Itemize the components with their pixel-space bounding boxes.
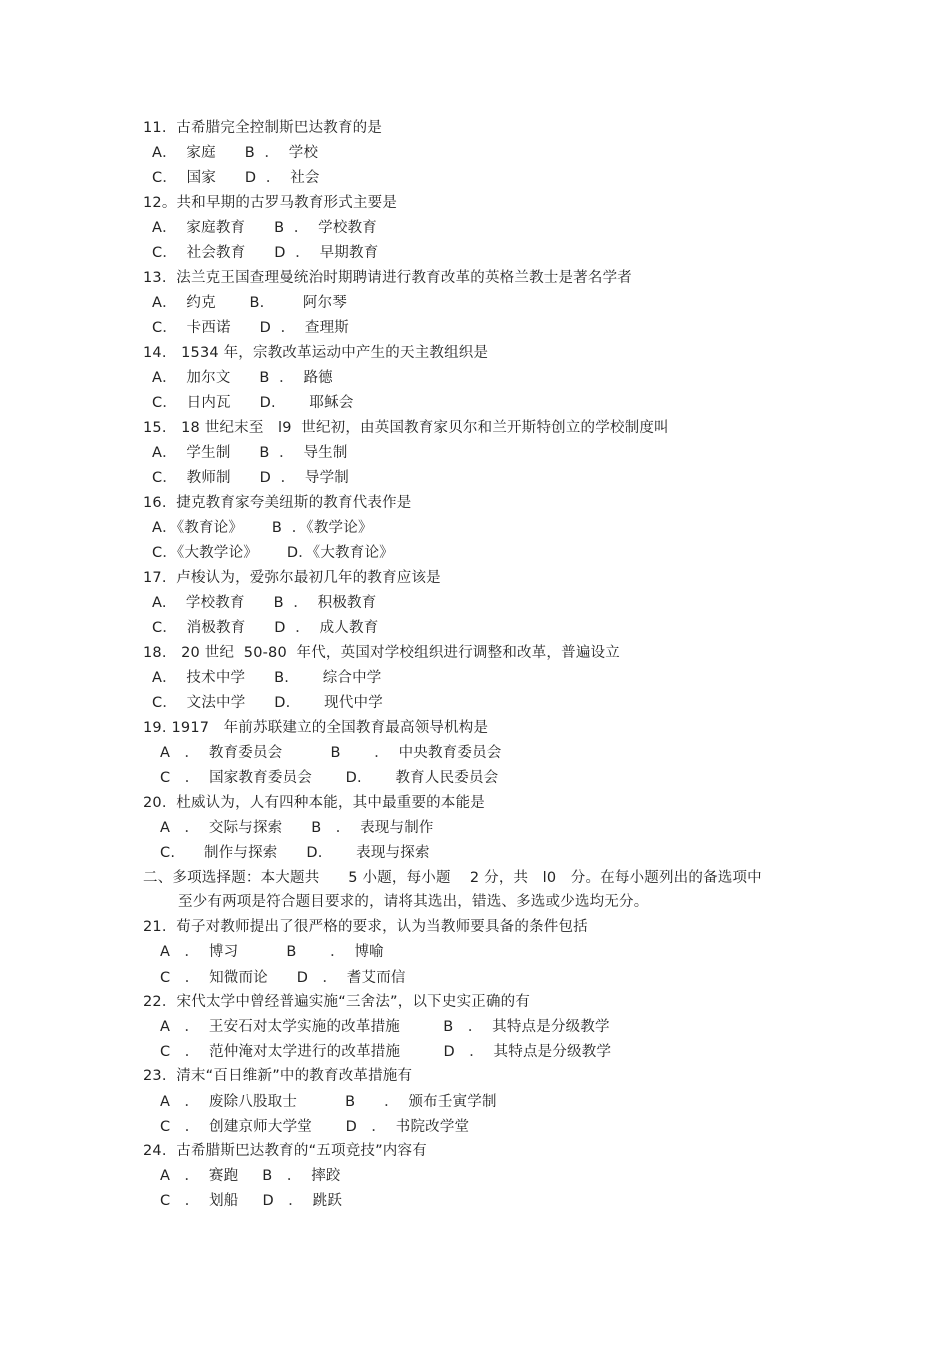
options-22-cd: C ． 范仲淹对太学进行的改革措施 D ． 其特点是分级教学 bbox=[160, 1044, 612, 1060]
question-12: 12。共和早期的古罗马教育形式主要是 bbox=[143, 195, 398, 211]
options-12-cd: C． 社会教育 D ． 早期教育 bbox=[152, 245, 379, 261]
options-17-ab: A. 学校教育 B ． 积极教育 bbox=[152, 595, 377, 611]
question-18: 18. 20 世纪 50-80 年代，英国对学校组织进行调整和改革，普遍设立 bbox=[143, 645, 620, 661]
question-23: 23. 清末“百日维新”中的教育改革措施有 bbox=[143, 1068, 413, 1084]
section-instruction: 至少有两项是符合题目要求的，请将其选出，错选、多选或少选均无分。 bbox=[178, 894, 649, 910]
section-heading: 二、多项选择题：本大题共 5 小题，每小题 2 分，共 l0 分。在每小题列出的备选项中 bbox=[143, 870, 762, 886]
options-20-ab: A ． 交际与探索 B ． 表现与制作 bbox=[160, 820, 434, 836]
question-14: 14. 1534 年，宗教改革运动中产生的天主教组织是 bbox=[143, 345, 489, 361]
options-17-cd: C． 消极教育 D ． 成人教育 bbox=[152, 620, 379, 636]
options-16-cd: C．《大教学论》 D．《大教育论》 bbox=[152, 545, 394, 561]
question-22: 22．宋代太学中曾经普遍实施“三舍法”，以下史实正确的有 bbox=[143, 994, 531, 1010]
options-11-cd: C． 国家 D ． 社会 bbox=[152, 170, 320, 186]
question-19: 19. 1917 年前苏联建立的全国教育最高领导机构是 bbox=[143, 720, 489, 736]
question-15: 15. 18 世纪末至 l9 世纪初，由英国教育家贝尔和兰开斯特创立的学校制度叫 bbox=[143, 420, 669, 436]
options-14-cd: C． 日内瓦 D. 耶稣会 bbox=[152, 395, 354, 411]
options-24-ab: A ． 赛跑 B ． 摔跤 bbox=[160, 1168, 341, 1184]
options-21-cd: C ． 知微而论 D ． 耆艾而信 bbox=[160, 970, 406, 986]
options-21-ab: A ． 博习 B ． 博喻 bbox=[160, 944, 384, 960]
options-23-ab: A ． 废除八股取士 B ． 颁布壬寅学制 bbox=[160, 1094, 497, 1110]
options-18-cd: C． 文法中学 D. 现代中学 bbox=[152, 695, 383, 711]
question-17: 17. 卢梭认为，爱弥尔最初几年的教育应该是 bbox=[143, 570, 441, 586]
options-23-cd: C ． 创建京师大学堂 D ． 书院改学堂 bbox=[160, 1119, 470, 1135]
options-12-ab: A． 家庭教育 B ． 学校教育 bbox=[152, 220, 377, 236]
options-13-ab: A． 约克 B. 阿尔琴 bbox=[152, 295, 348, 311]
options-16-ab: A．《教育论》 B ．《教学论》 bbox=[152, 520, 373, 536]
options-11-ab: A． 家庭 B ． 学校 bbox=[152, 145, 319, 161]
options-18-ab: A． 技术中学 B. 综合中学 bbox=[152, 670, 382, 686]
options-13-cd: C． 卡西诺 D ． 查理斯 bbox=[152, 320, 349, 336]
options-19-cd: C ． 国家教育委员会 D. 教育人民委员会 bbox=[160, 770, 499, 786]
options-24-cd: C ． 划船 D ． 跳跃 bbox=[160, 1193, 343, 1209]
question-16: 16. 捷克教育家夸美纽斯的教育代表作是 bbox=[143, 495, 412, 511]
options-14-ab: A． 加尔文 B ． 路德 bbox=[152, 370, 333, 386]
question-24: 24. 古希腊斯巴达教育的“五项竞技”内容有 bbox=[143, 1143, 427, 1159]
question-20: 20. 杜威认为，人有四种本能，其中最重要的本能是 bbox=[143, 795, 485, 811]
question-21: 21. 荀子对教师提出了很严格的要求，认为当教师要具备的条件包括 bbox=[143, 919, 588, 935]
options-22-ab: A ． 王安石对太学实施的改革措施 B ． 其特点是分级教学 bbox=[160, 1019, 610, 1035]
options-19-ab: A ． 教育委员会 B ． 中央教育委员会 bbox=[160, 745, 502, 761]
question-11: 11. 古希腊完全控制斯巴达教育的是 bbox=[143, 120, 383, 136]
options-20-cd: C. 制作与探索 D. 表现与探索 bbox=[160, 845, 430, 861]
options-15-ab: A． 学生制 B ． 导生制 bbox=[152, 445, 348, 461]
options-15-cd: C． 教师制 D ． 导学制 bbox=[152, 470, 349, 486]
question-13: 13. 法兰克王国查理曼统治时期聘请进行教育改革的英格兰教士是著名学者 bbox=[143, 270, 632, 286]
